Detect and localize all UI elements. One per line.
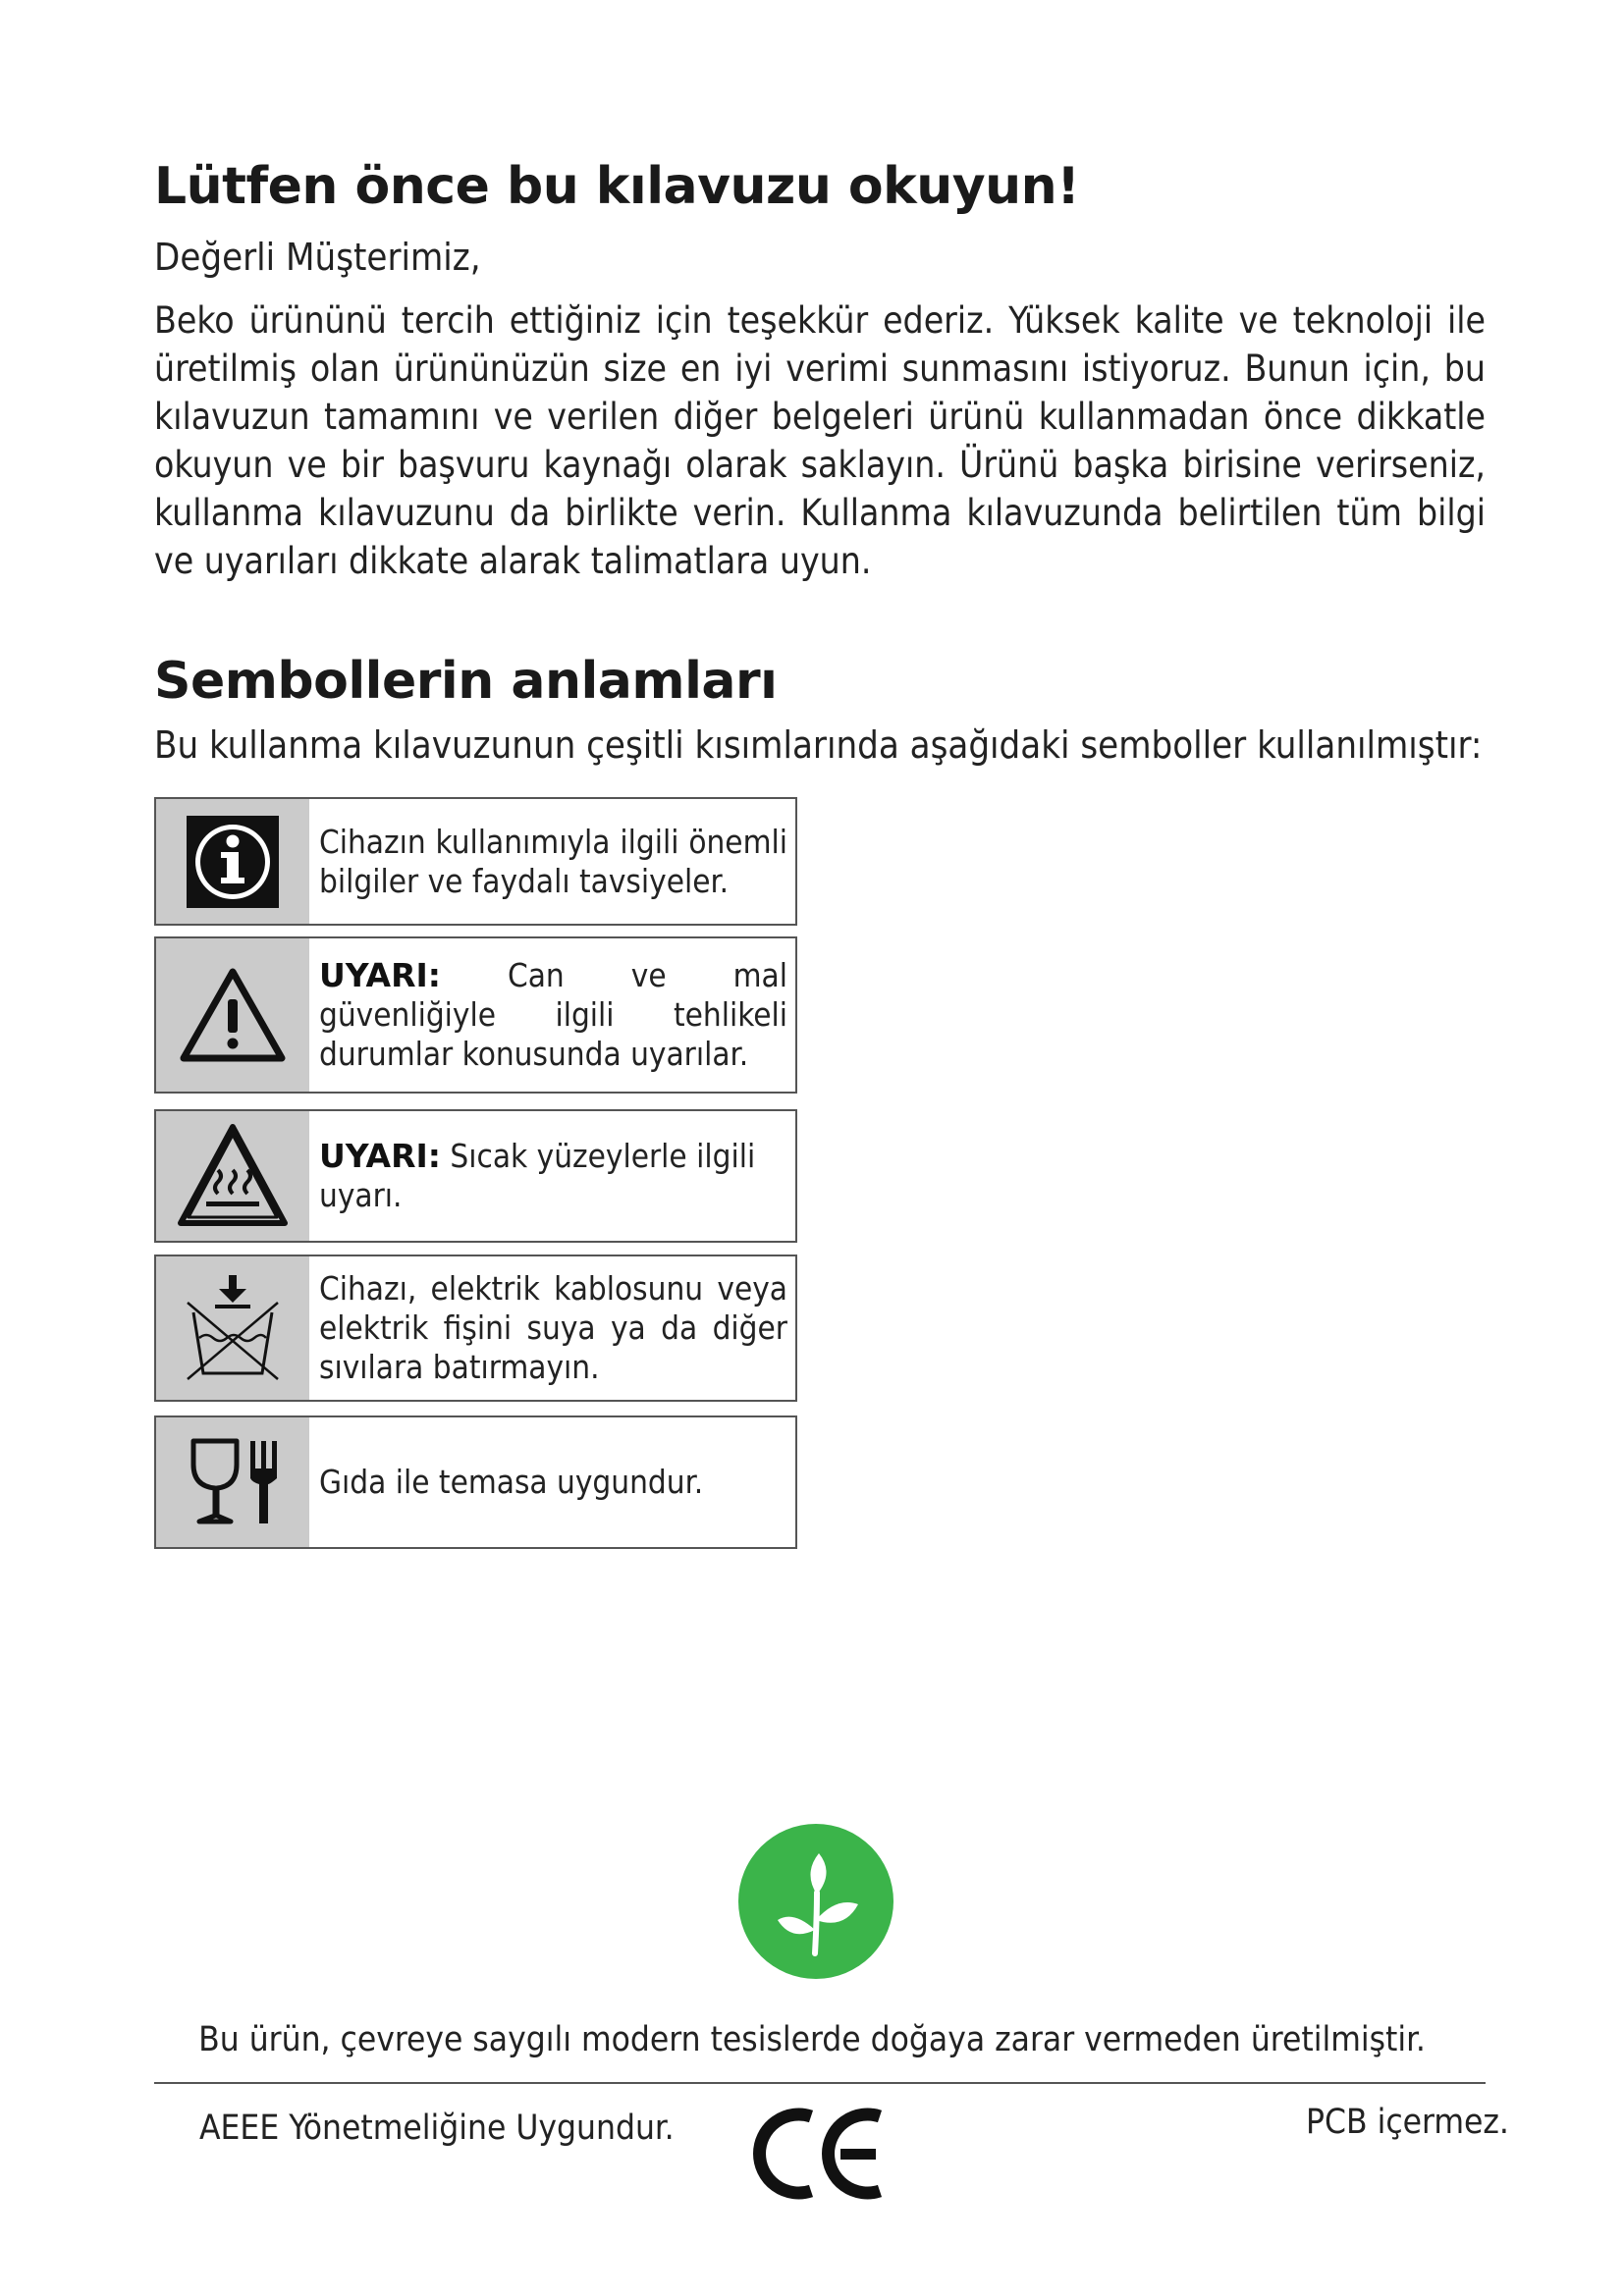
- no-immersion-icon: [156, 1256, 309, 1400]
- symbol-text: Cihazın kullanımıyla ilgili önemli bilgiler ve faydalı tavsiyeler.: [319, 822, 787, 900]
- symbols-intro: Bu kullanma kılavuzunun çeşitli kısımlarında aşağıdaki semboller kullanılmıştır:: [154, 723, 1483, 767]
- symbol-label: UYARI:: [319, 1137, 441, 1175]
- symbols-title: Sembollerin anlamları: [154, 652, 778, 711]
- hot-surface-icon: [156, 1111, 309, 1241]
- symbol-row-food-contact: [154, 1415, 797, 1549]
- pcb-statement: PCB içermez.: [1306, 2103, 1509, 2142]
- symbol-row-info: [154, 797, 797, 926]
- page-title: Lütfen önce bu kılavuzu okuyun!: [154, 157, 1080, 216]
- warning-triangle-icon: [156, 938, 309, 1092]
- symbol-row-hot-surface: [154, 1109, 797, 1243]
- symbol-text: Cihazı, elektrik kablosunu veya elektrik fişini suya ya da diğer sıvılara batırmayın.: [319, 1269, 787, 1386]
- eco-statement: Bu ürün, çevreye saygılı modern tesislerde doğaya zarar vermeden üretilmiştir.: [198, 2020, 1426, 2059]
- symbol-text: Can ve mal güvenliğiyle ilgili tehlikeli durumlar konusunda uyarılar.: [319, 956, 787, 1073]
- greeting: Değerli Müşterimiz,: [154, 236, 481, 279]
- intro-paragraph: Beko ürününü tercih ettiğiniz için teşekkür ederiz. Yüksek kalite ve teknoloji ile üretilmiş olan ürününüzün size en iyi verimi sunmasını istiyoruz. Bunun için, bu kılavuzun tamamını ve verilen diğer belgeleri ürünü kullanmadan önce dikkatle okuyun ve bir başvuru kaynağı olarak saklayın. Ürünü başka birisine verirseniz, kullanma kılavuzunu da birlikte verin. Kullanma kılavuzunda belirtilen tüm bilgi ve uyarıları dikkate alarak talimatlara uyun.: [154, 299, 1486, 582]
- food-contact-icon: [156, 1417, 309, 1547]
- ce-mark-icon: [750, 2107, 888, 2201]
- footer-divider: [154, 2082, 1486, 2084]
- symbol-text: Sıcak yüzeylerle ilgili uyarı.: [319, 1137, 756, 1214]
- symbol-text: Gıda ile temasa uygundur.: [319, 1463, 704, 1501]
- aeee-compliance: AEEE Yönetmeliğine Uygundur.: [199, 2109, 675, 2148]
- info-icon: [156, 799, 309, 924]
- eco-leaf-logo: [738, 1824, 893, 1979]
- symbol-label: UYARI:: [319, 956, 441, 994]
- symbol-row-warning: [154, 936, 797, 1094]
- symbol-row-no-immersion: [154, 1255, 797, 1402]
